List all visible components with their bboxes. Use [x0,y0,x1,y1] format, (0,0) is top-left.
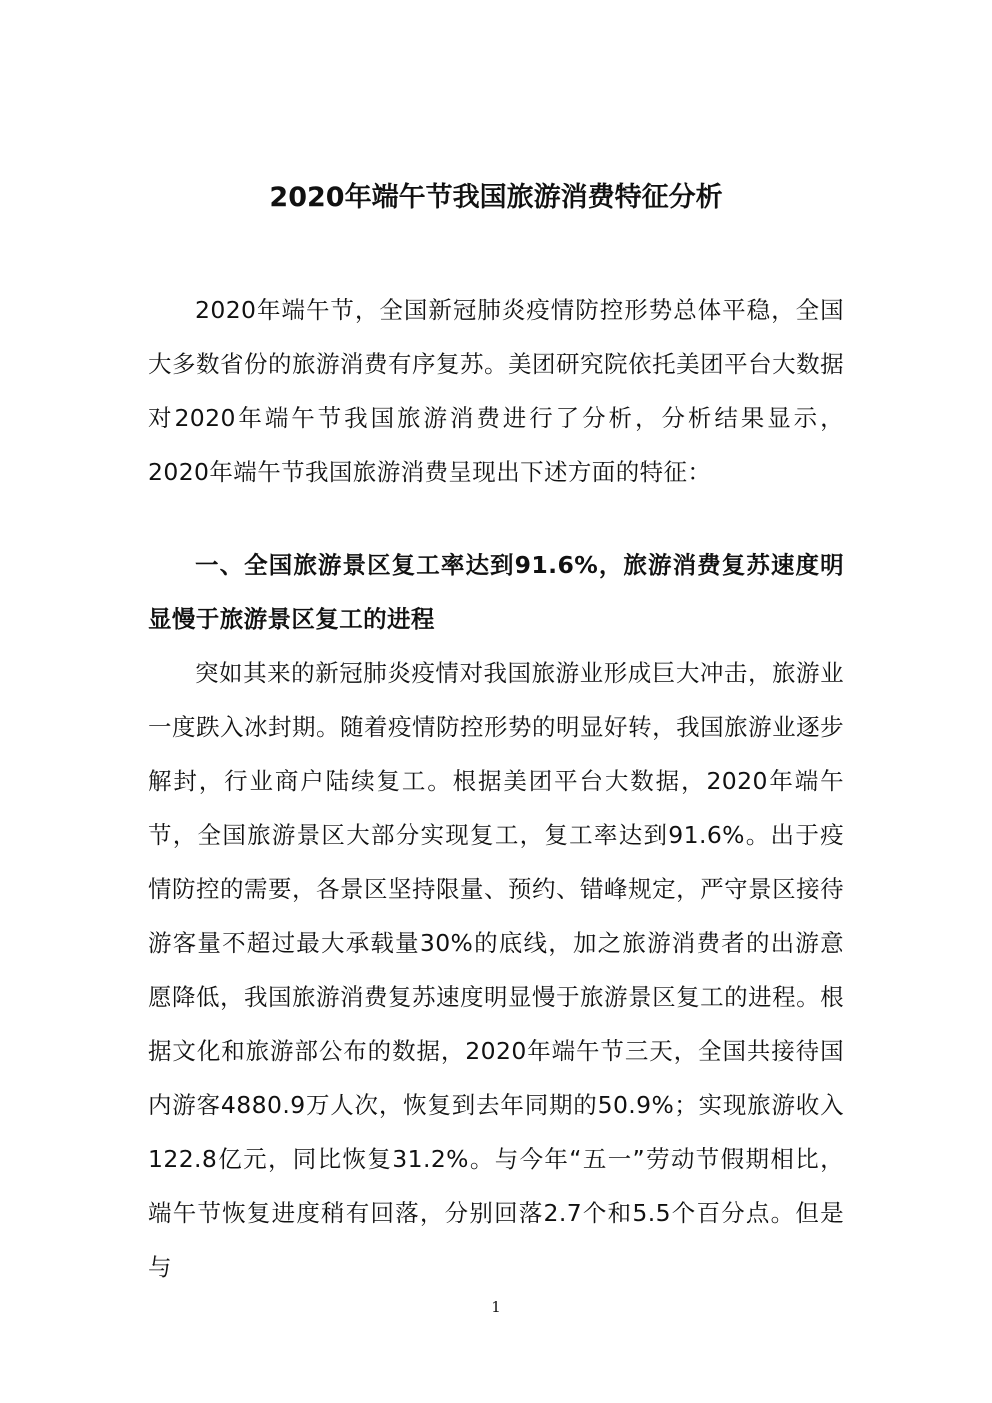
document-title: 2020年端午节我国旅游消费特征分析 [269,182,723,213]
intro-paragraph: 2020年端午节，全国新冠肺炎疫情防控形势总体平稳，全国大多数省份的旅游消费有序复苏。美团研究院依托美团平台大数据对2020年端午节我国旅游消费进行了分析，分析结果显示，2020年端午节我国旅游消费呈现出下述方面的特征： [148,296,844,486]
section-heading: 一、全国旅游景区复工率达到91.6%，旅游消费复苏速度明显慢于旅游景区复工的进程 [148,551,844,633]
page-number: 1 [491,1298,501,1316]
section-paragraph: 突如其来的新冠肺炎疫情对我国旅游业形成巨大冲击，旅游业一度跌入冰封期。随着疫情防控形势的明显好转，我国旅游业逐步解封，行业商户陆续复工。根据美团平台大数据，2020年端午节，全国旅游景区大部分实现复工，复工率达到91.6%。出于疫情防控的需要，各景区坚持限量、预约、错峰规定，严守景区接待游客量不超过最大承载量30%的底线，加之旅游消费者的出游意愿降低，我国旅游消费复苏速度明显慢于旅游景区复工的进程。根据文化和旅游部公布的数据，2020年端午节三天，全国共接待国内游客4880.9万人次，恢复到去年同期的50.9%；实现旅游收入122.8亿元，同比恢复31.2%。与今年“五一”劳动节假期相比，端午节恢复进度稍有回落，分别回落2.7个和5.5个百分点。但是与 [148,659,844,1281]
